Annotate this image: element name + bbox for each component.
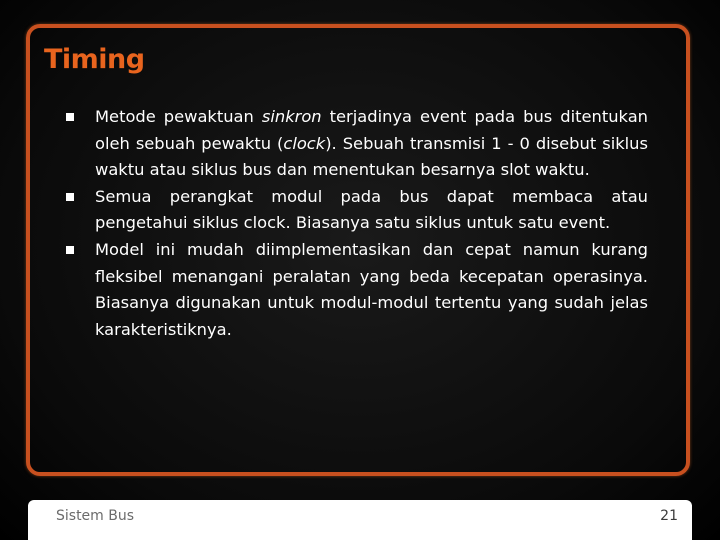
bullet-text: Model ini mudah diimplementasikan dan cepat namun kurang fleksibel menangani peralatan yang beda kecepatan operasinya. Biasanya digunakan untuk modul-modul tertentu yang sudah jelas karakteristiknya.: [95, 239, 648, 339]
bullet-item: [62, 237, 648, 343]
emphasis-text: sinkron: [261, 107, 322, 126]
square-bullet-icon: [66, 246, 74, 254]
bullet-text: Metode pewaktuan sinkron terjadinya event pada bus ditentukan oleh sebuah pewaktu (clock). Sebuah transmisi 1 - 0 disebut siklus waktu atau siklus bus dan menentukan besarnya slot waktu.: [95, 107, 648, 180]
bullet-list: [62, 104, 648, 343]
slide-title: Timing: [44, 44, 145, 75]
square-bullet-icon: [66, 193, 74, 201]
square-bullet-icon: [66, 113, 74, 121]
bullet-item: [62, 104, 648, 184]
footer-label: Sistem Bus: [56, 508, 135, 524]
page-number: 21: [660, 508, 678, 524]
emphasis-text: clock: [283, 133, 326, 153]
bullet-item: [62, 184, 648, 237]
bullet-text: Semua perangkat modul pada bus dapat membaca atau pengetahui siklus clock. Biasanya satu siklus untuk satu event.: [95, 186, 648, 233]
